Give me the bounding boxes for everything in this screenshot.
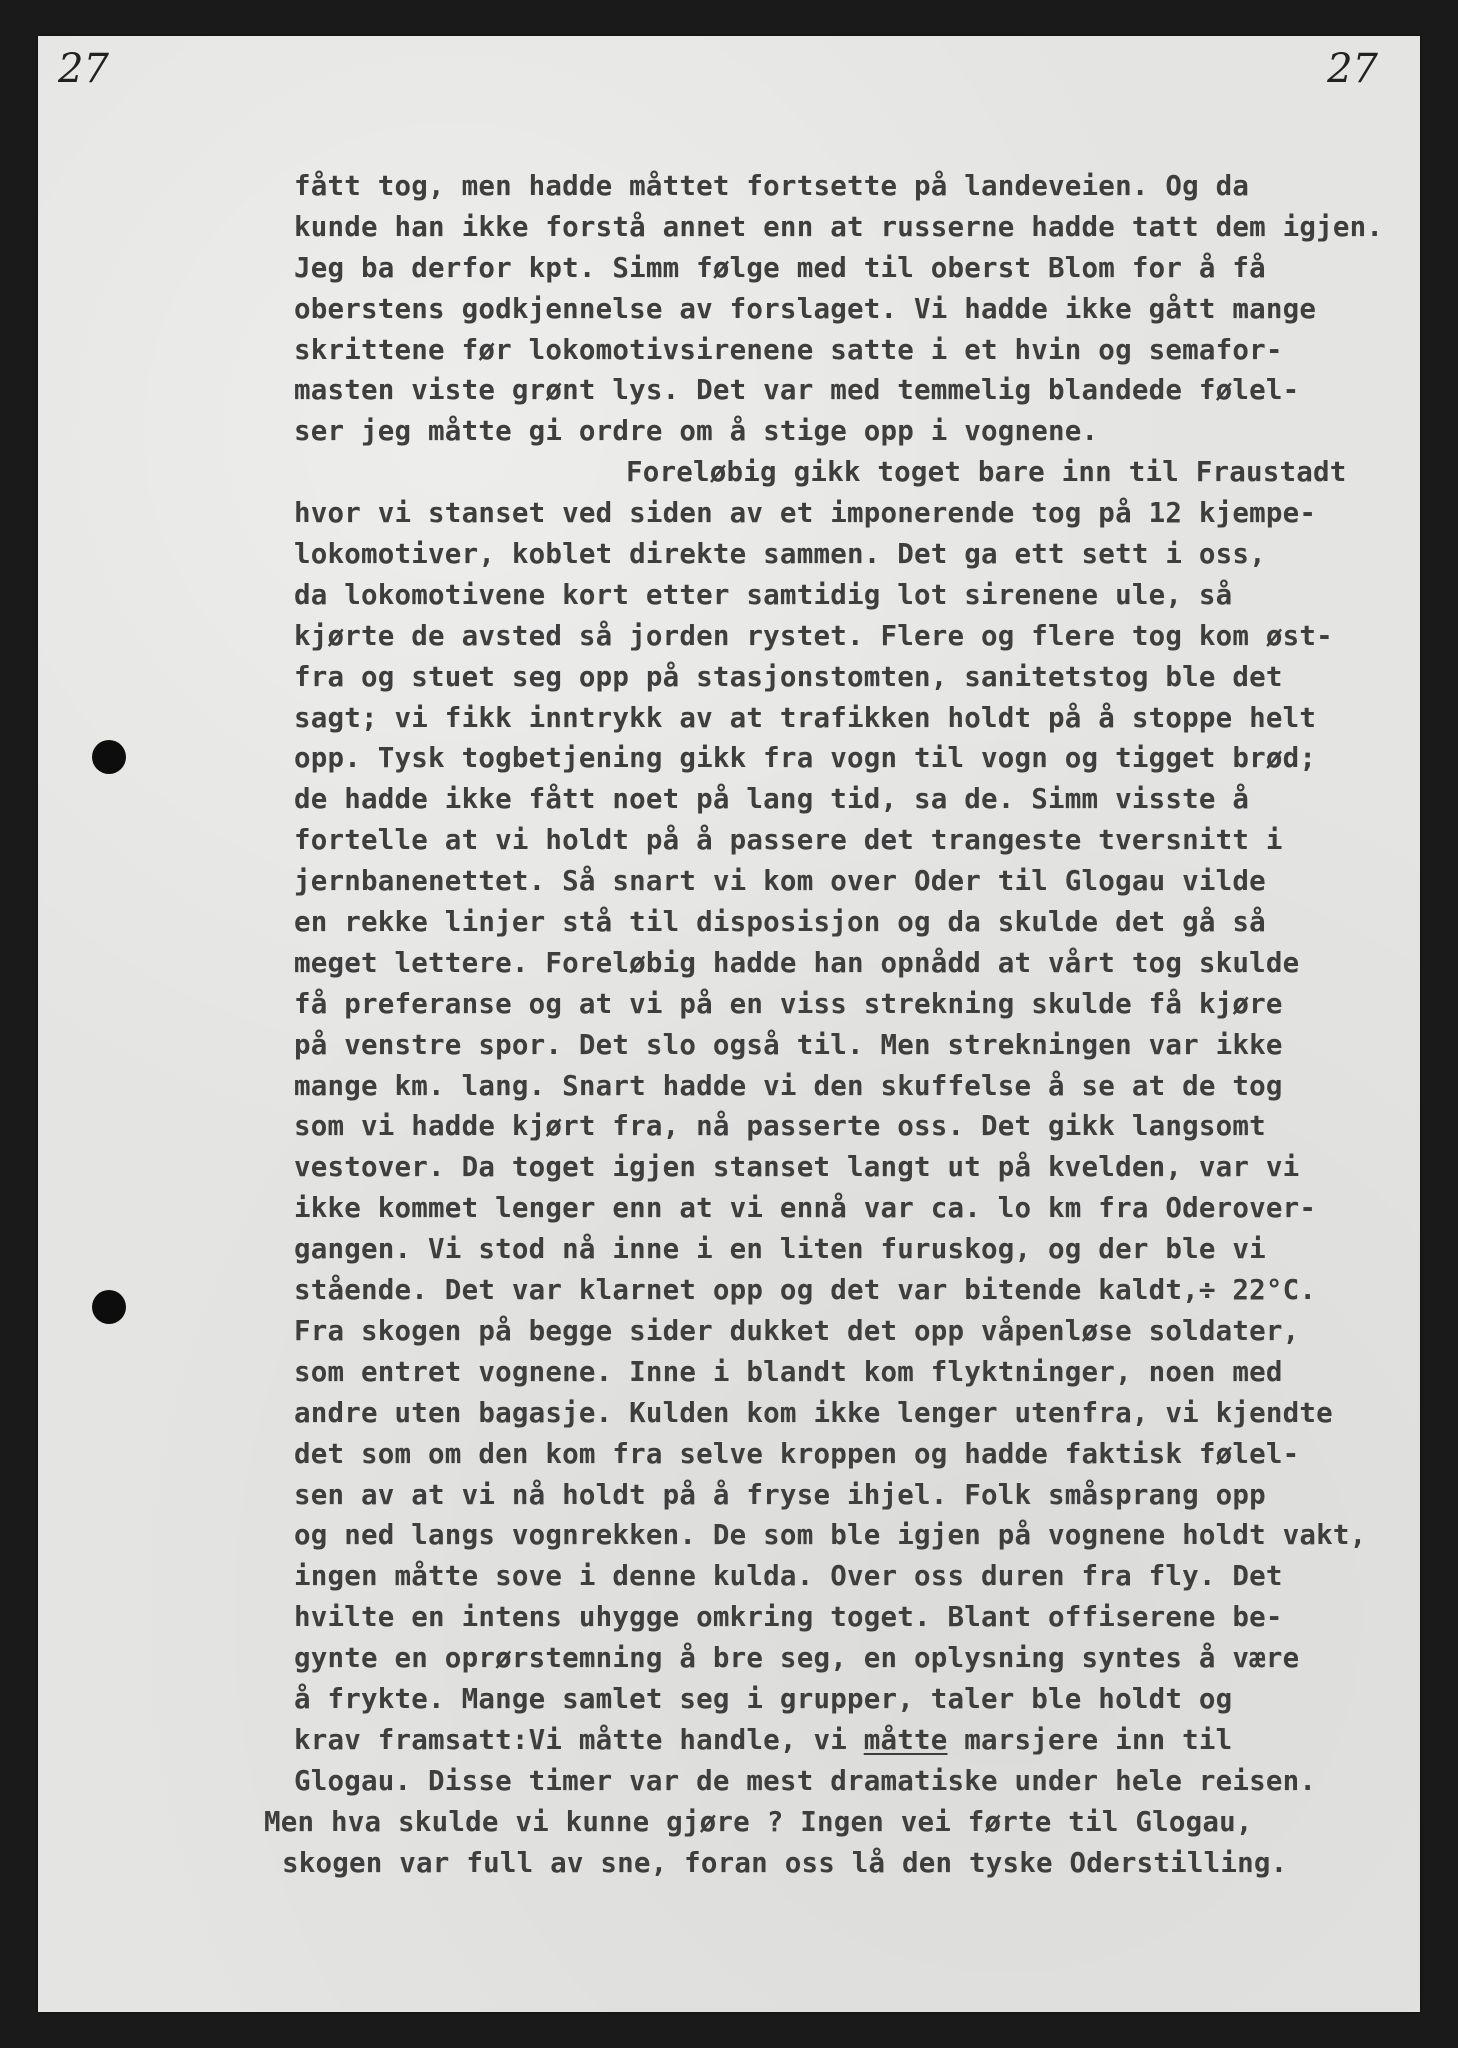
text-line-indented: Foreløbig gikk toget bare inn til Fraustadt bbox=[626, 456, 1347, 489]
text-line: som vi hadde kjørt fra, nå passerte oss. Det gikk langsomt bbox=[294, 1110, 1266, 1143]
text-line: masten viste grønt lys. Det var med temmelig blandede følel- bbox=[294, 374, 1300, 407]
text-line: kjørte de avsted så jorden rystet. Flere og flere tog kom øst- bbox=[294, 619, 1333, 652]
text-line: hvilte en intens uhygge omkring toget. Blant offiserene be- bbox=[294, 1601, 1283, 1634]
text-line: da lokomotivene kort etter samtidig lot sirenene ule, så bbox=[294, 578, 1233, 611]
text-line: gangen. Vi stod nå inne i en liten furuskog, og der ble vi bbox=[294, 1233, 1266, 1266]
text-line: jernbanenettet. Så snart vi kom over Oder til Glogau vilde bbox=[294, 865, 1266, 898]
text-line: en rekke linjer stå til disposisjon og da skulde det gå så bbox=[294, 906, 1266, 939]
text-line: oberstens godkjennelse av forslaget. Vi hadde ikke gått mange bbox=[294, 292, 1317, 325]
text-line: meget lettere. Foreløbig hadde han opnådd at vårt tog skulde bbox=[294, 946, 1300, 979]
text-line: og ned langs vognrekken. De som ble igjen på vognene holdt vakt, bbox=[294, 1519, 1367, 1552]
text-line: å frykte. Mange samlet seg i grupper, taler ble holdt og bbox=[294, 1682, 1233, 1715]
underlined-word: måtte bbox=[863, 1723, 948, 1756]
text-line: fra og stuet seg opp på stasjonstomten, sanitetstog ble det bbox=[294, 660, 1283, 693]
text-line: fått tog, men hadde måttet fortsette på landeveien. Og da bbox=[294, 170, 1250, 202]
text-line: opp. Tysk togbetjening gikk fra vogn til vogn og tigget brød; bbox=[294, 742, 1317, 775]
text-line: kunde han ikke forstå annet enn at russerne hadde tatt dem igjen. bbox=[294, 210, 1384, 243]
typed-body-text bbox=[38, 166, 1420, 1883]
text-line: få preferanse og at vi på en viss strekning skulde få kjøre bbox=[294, 987, 1283, 1020]
text-line: sagt; vi fikk inntrykk av at trafikken holdt på å stoppe helt bbox=[294, 701, 1317, 734]
text-line: de hadde ikke fått noet på lang tid, sa de. Simm visste å bbox=[294, 783, 1250, 816]
text-line: Fra skogen på begge sider dukket det opp våpenløse soldater, bbox=[294, 1314, 1300, 1347]
text-segment: marsjere inn til bbox=[947, 1723, 1233, 1756]
text-line: det som om den kom fra selve kroppen og hadde faktisk følel- bbox=[294, 1437, 1300, 1470]
text-line: andre uten bagasje. Kulden kom ikke lenger utenfra, vi kjendte bbox=[294, 1396, 1333, 1429]
text-line: skrittene før lokomotivsirenene satte i et hvin og semafor- bbox=[294, 333, 1283, 366]
text-line: skogen var full av sne, foran oss lå den tyske Oderstilling. bbox=[282, 1846, 1288, 1879]
text-line: på venstre spor. Det slo også til. Men strekningen var ikke bbox=[294, 1028, 1283, 1061]
text-segment: krav framsatt:Vi måtte handle, vi bbox=[294, 1723, 864, 1756]
page-number-right: 27 bbox=[1327, 46, 1378, 92]
text-line: Men hva skulde vi kunne gjøre ? Ingen vei førte til Glogau, bbox=[264, 1805, 1253, 1838]
text-line-with-emphasis bbox=[294, 1720, 1458, 1761]
text-line: fortelle at vi holdt på å passere det trangeste tversnitt i bbox=[294, 824, 1283, 857]
text-line: gynte en oprørstemning å bre seg, en oplysning syntes å være bbox=[294, 1642, 1300, 1675]
document-page bbox=[38, 36, 1420, 2012]
text-line: ikke kommet lenger enn at vi ennå var ca. lo km fra Oderover- bbox=[294, 1192, 1317, 1225]
page-number-left: 27 bbox=[58, 46, 109, 92]
text-line: som entret vognene. Inne i blandt kom flyktninger, noen med bbox=[294, 1355, 1283, 1388]
text-line: mange km. lang. Snart hadde vi den skuffelse å se at de tog bbox=[294, 1069, 1283, 1102]
text-line: ingen måtte sove i denne kulda. Over oss duren fra fly. Det bbox=[294, 1560, 1283, 1593]
text-line: hvor vi stanset ved siden av et imponerende tog på 12 kjempe- bbox=[294, 497, 1317, 530]
text-line: sen av at vi nå holdt på å fryse ihjel. Folk småsprang opp bbox=[294, 1478, 1266, 1511]
text-line: stående. Det var klarnet opp og det var bitende kaldt,÷ 22°C. bbox=[294, 1274, 1317, 1307]
text-line: vestover. Da toget igjen stanset langt ut på kvelden, var vi bbox=[294, 1151, 1300, 1184]
text-line: lokomotiver, koblet direkte sammen. Det ga ett sett i oss, bbox=[294, 538, 1266, 571]
text-line: ser jeg måtte gi ordre om å stige opp i vognene. bbox=[294, 415, 1099, 448]
text-line: Jeg ba derfor kpt. Simm følge med til oberst Blom for å få bbox=[294, 251, 1266, 284]
text-line: Glogau. Disse timer var de mest dramatiske under hele reisen. bbox=[294, 1764, 1317, 1797]
